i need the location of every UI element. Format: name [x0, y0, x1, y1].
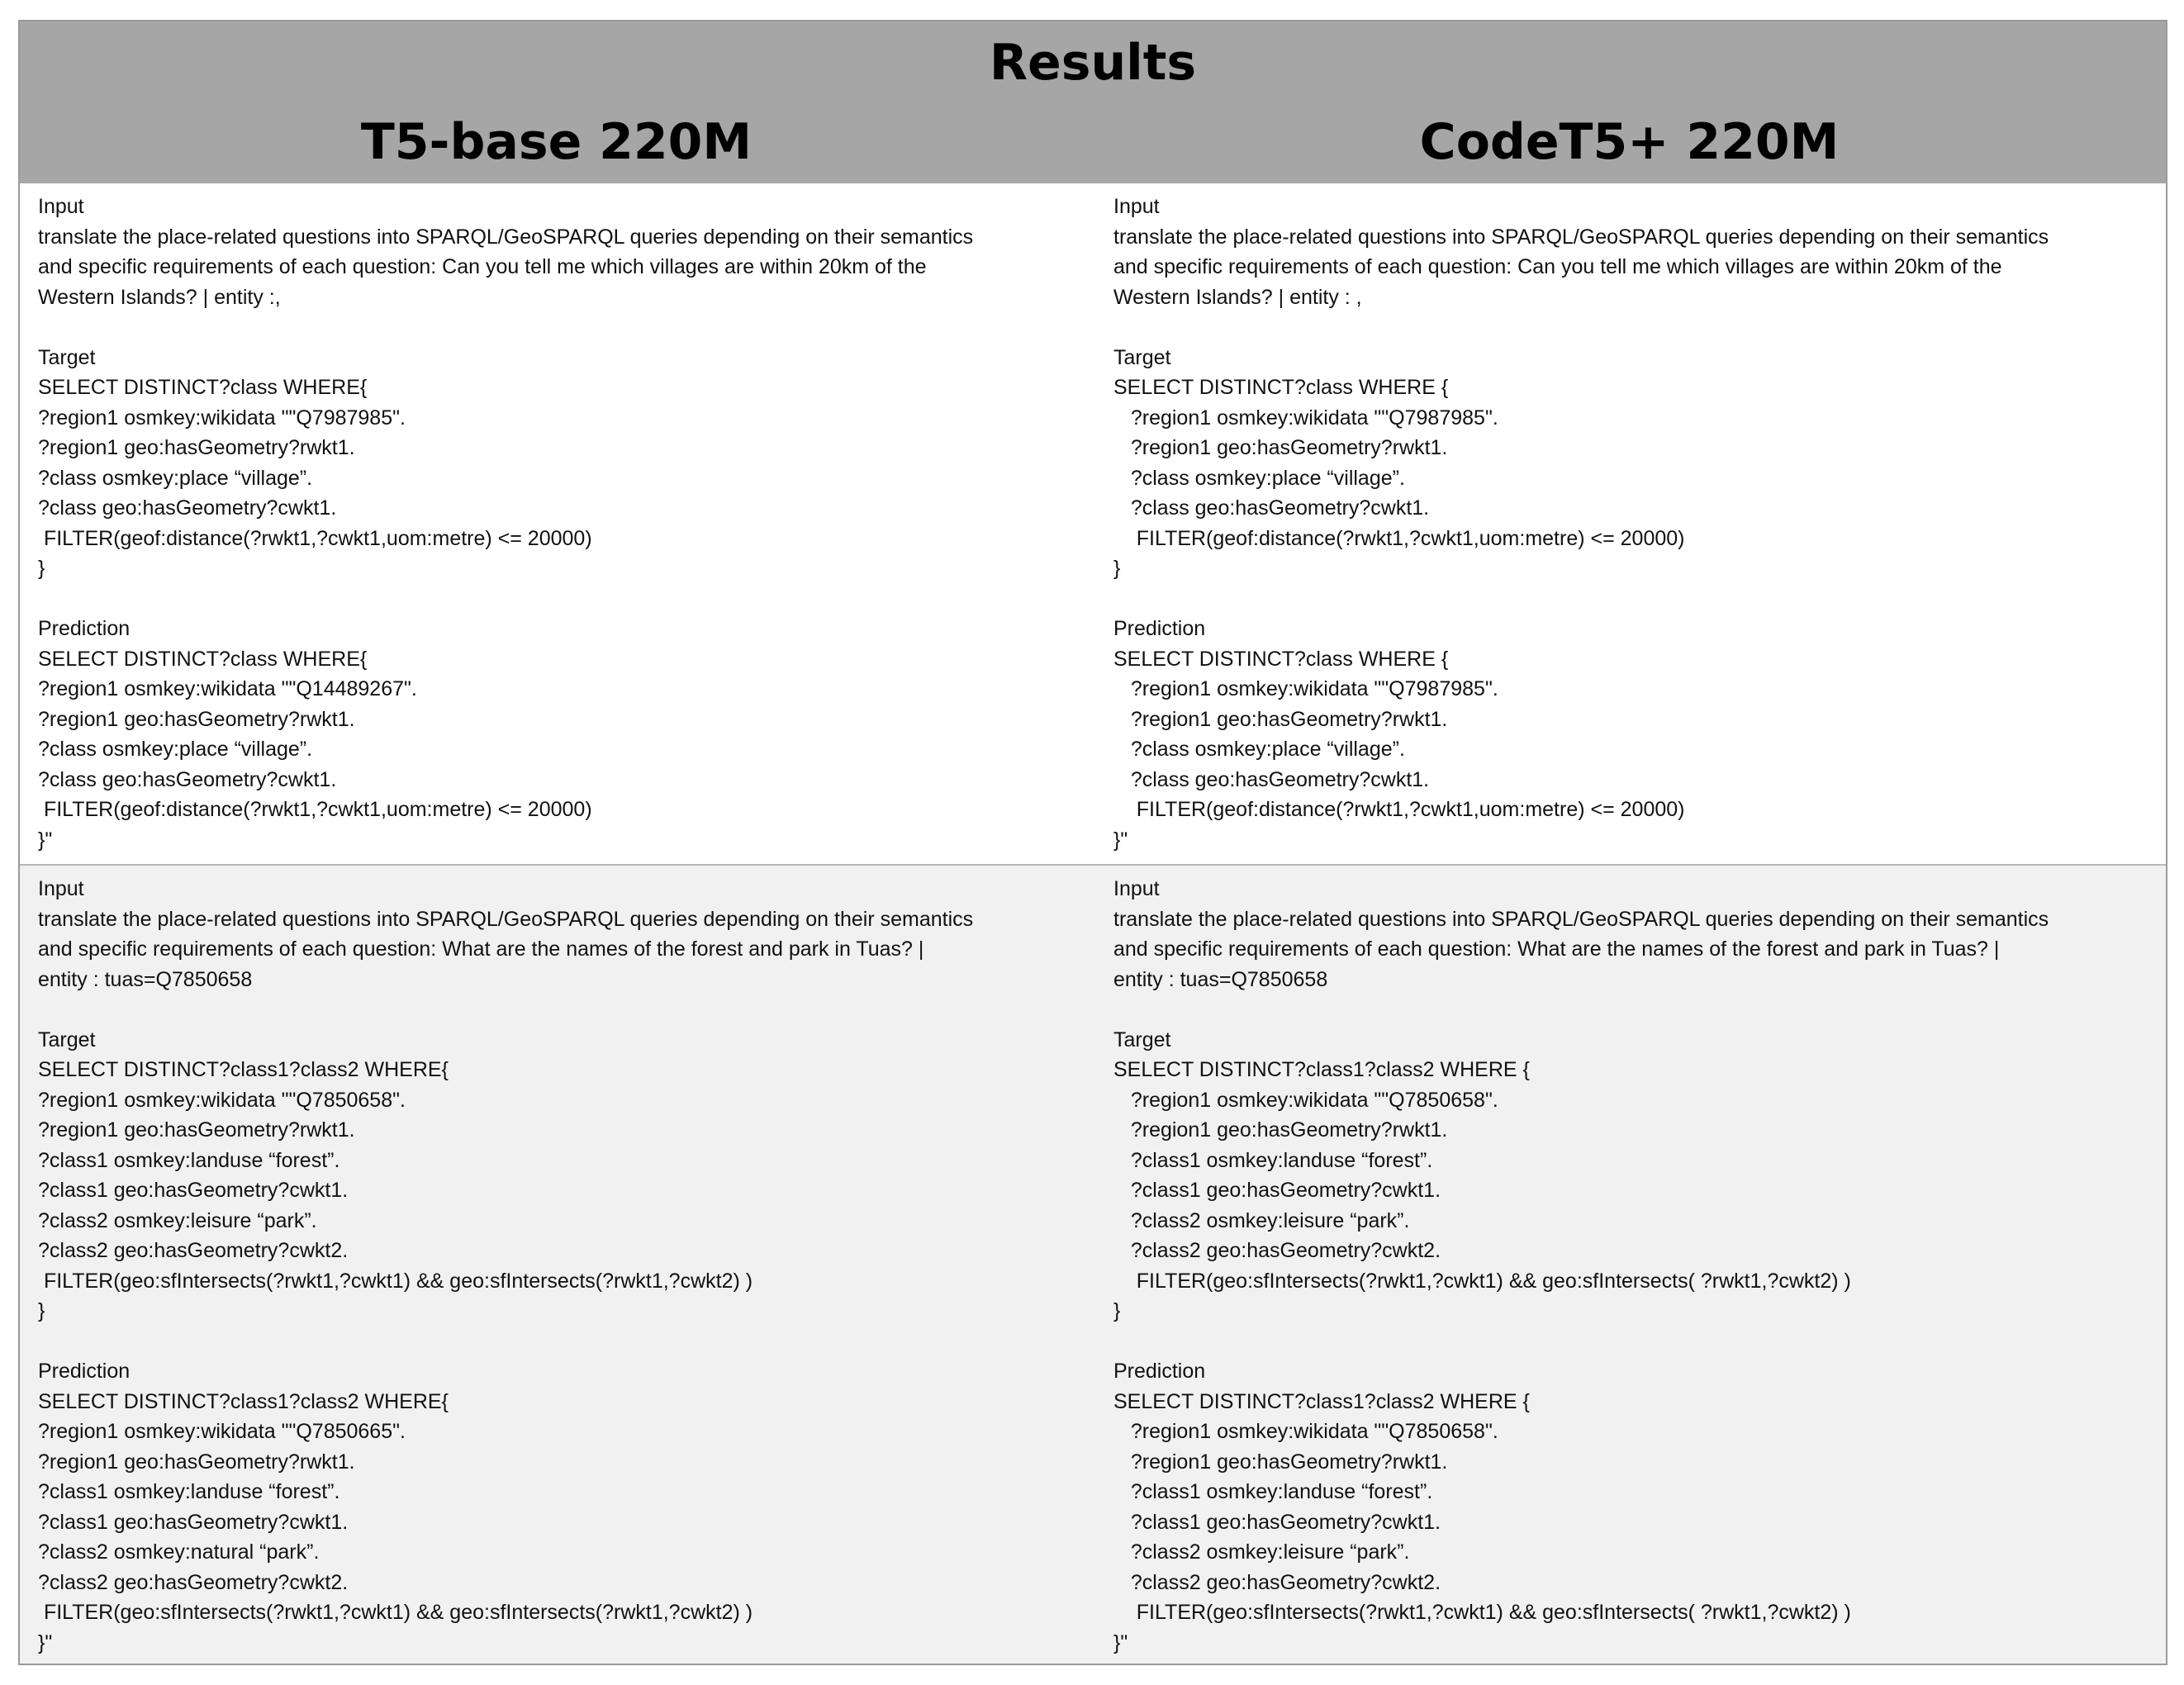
- prediction-line: }": [1113, 1630, 1128, 1654]
- target-line: ?region1 geo:hasGeometry?rwkt1.: [1113, 1118, 1448, 1142]
- input-line: and specific requirements of each question: Can you tell me which villages are within 20km of the: [38, 255, 927, 278]
- target-line: ?region1 geo:hasGeometry?rwkt1.: [38, 436, 355, 459]
- section-gap: [1113, 312, 2179, 343]
- target-label: Target: [1113, 345, 1171, 369]
- table-cell-codet5plus: [1113, 192, 2179, 855]
- prediction-line: ?region1 geo:hasGeometry?rwkt1.: [1113, 707, 1448, 731]
- results-title: Results: [989, 34, 1197, 92]
- target-line: ?class2 geo:hasGeometry?cwkt2.: [1113, 1239, 1441, 1262]
- input-line: and specific requirements of each question: What are the names of the forest and park in Tuas? |: [1113, 937, 2000, 961]
- prediction-label: Prediction: [38, 1360, 131, 1383]
- input-line: entity : tuas=Q7850658: [38, 967, 253, 991]
- target-line: ?region1 osmkey:wikidata ""Q7850658".: [38, 1088, 406, 1112]
- prediction-line: ?class geo:hasGeometry?cwkt1.: [38, 767, 337, 791]
- input-line: translate the place-related questions into SPARQL/GeoSPARQL queries depending on their semantics: [38, 907, 974, 931]
- column-title-t5-base: T5-base 220M: [360, 113, 753, 171]
- section-gap: [1113, 994, 2179, 1025]
- prediction-line: ?region1 geo:hasGeometry?rwkt1.: [38, 1450, 355, 1474]
- table-cell-t5-base: [38, 874, 1104, 1658]
- target-line: ?class osmkey:place “village”.: [1113, 466, 1405, 490]
- prediction-line: ?class1 osmkey:landuse “forest”.: [38, 1480, 340, 1503]
- target-line: FILTER(geof:distance(?rwkt1,?cwkt1,uom:metre) <= 20000): [38, 526, 592, 550]
- prediction-line: ?class osmkey:place “village”.: [38, 738, 313, 761]
- target-label: Target: [38, 345, 96, 369]
- input-line: and specific requirements of each question: What are the names of the forest and park in Tuas? |: [38, 937, 924, 961]
- target-line: FILTER(geo:sfIntersects(?rwkt1,?cwkt1) && geo:sfIntersects( ?rwkt1,?cwkt2) ): [1113, 1269, 1851, 1293]
- target-line: SELECT DISTINCT?class1?class2 WHERE{: [38, 1058, 449, 1081]
- input-label: Input: [38, 195, 84, 218]
- prediction-line: ?region1 osmkey:wikidata ""Q7850665".: [38, 1420, 406, 1443]
- target-line: }: [1113, 557, 1121, 580]
- prediction-line: FILTER(geof:distance(?rwkt1,?cwkt1,uom:metre) <= 20000): [1113, 798, 1685, 821]
- prediction-line: FILTER(geof:distance(?rwkt1,?cwkt1,uom:metre) <= 20000): [38, 798, 592, 821]
- target-line: ?class1 geo:hasGeometry?cwkt1.: [38, 1179, 349, 1202]
- target-line: FILTER(geof:distance(?rwkt1,?cwkt1,uom:metre) <= 20000): [1113, 526, 1685, 550]
- input-label: Input: [1113, 195, 1160, 218]
- column-title-codet5plus: CodeT5+ 220M: [1419, 113, 1840, 171]
- prediction-line: ?region1 osmkey:wikidata ""Q7987985".: [1113, 677, 1498, 700]
- table-cell-t5-base: [38, 192, 1104, 855]
- section-gap: [38, 312, 1104, 343]
- input-line: translate the place-related questions into SPARQL/GeoSPARQL queries depending on their semantics: [38, 225, 974, 249]
- table-row: [20, 864, 2166, 1664]
- target-line: }: [38, 1299, 45, 1322]
- target-line: }: [38, 557, 45, 580]
- results-table: [18, 20, 2167, 1665]
- input-line: Western Islands? | entity :,: [38, 285, 281, 309]
- target-line: ?class1 osmkey:landuse “forest”.: [38, 1148, 340, 1172]
- prediction-label: Prediction: [1113, 617, 1206, 640]
- target-line: ?class osmkey:place “village”.: [38, 466, 313, 490]
- target-line: ?region1 osmkey:wikidata ""Q7987985".: [1113, 406, 1498, 430]
- target-line: ?region1 geo:hasGeometry?rwkt1.: [38, 1118, 355, 1142]
- prediction-line: ?class osmkey:place “village”.: [1113, 738, 1405, 761]
- table-row: [20, 183, 2166, 864]
- prediction-line: SELECT DISTINCT?class WHERE {: [1113, 647, 1449, 671]
- target-line: ?class geo:hasGeometry?cwkt1.: [38, 496, 337, 520]
- section-gap: [1113, 1327, 2179, 1357]
- section-gap: [38, 1327, 1104, 1357]
- prediction-line: }": [1113, 828, 1128, 852]
- prediction-line: ?region1 osmkey:wikidata ""Q7850658".: [1113, 1420, 1498, 1443]
- target-line: ?region1 geo:hasGeometry?rwkt1.: [1113, 436, 1448, 459]
- prediction-line: SELECT DISTINCT?class1?class2 WHERE{: [38, 1389, 449, 1413]
- target-line: ?class1 osmkey:landuse “forest”.: [1113, 1148, 1433, 1172]
- target-line: ?class1 geo:hasGeometry?cwkt1.: [1113, 1179, 1441, 1202]
- prediction-line: ?region1 geo:hasGeometry?rwkt1.: [38, 707, 355, 731]
- prediction-line: }": [38, 828, 53, 852]
- prediction-line: FILTER(geo:sfIntersects(?rwkt1,?cwkt1) && geo:sfIntersects(?rwkt1,?cwkt2) ): [38, 1601, 753, 1624]
- target-line: ?class2 osmkey:leisure “park”.: [1113, 1208, 1410, 1232]
- input-line: entity : tuas=Q7850658: [1113, 967, 1328, 991]
- target-line: SELECT DISTINCT?class WHERE {: [1113, 376, 1449, 399]
- prediction-line: FILTER(geo:sfIntersects(?rwkt1,?cwkt1) && geo:sfIntersects( ?rwkt1,?cwkt2) ): [1113, 1601, 1851, 1624]
- prediction-line: ?class2 osmkey:natural “park”.: [38, 1540, 320, 1564]
- target-line: ?region1 osmkey:wikidata ""Q7850658".: [1113, 1088, 1498, 1112]
- prediction-line: ?class1 geo:hasGeometry?cwkt1.: [38, 1510, 349, 1534]
- target-line: SELECT DISTINCT?class1?class2 WHERE {: [1113, 1058, 1530, 1081]
- target-label: Target: [1113, 1028, 1171, 1051]
- target-line: ?region1 osmkey:wikidata ""Q7987985".: [38, 406, 406, 430]
- prediction-line: ?class1 geo:hasGeometry?cwkt1.: [1113, 1510, 1441, 1534]
- section-gap: [38, 584, 1104, 615]
- input-line: translate the place-related questions into SPARQL/GeoSPARQL queries depending on their semantics: [1113, 225, 2049, 249]
- prediction-line: ?class1 osmkey:landuse “forest”.: [1113, 1480, 1433, 1503]
- prediction-line: }": [38, 1630, 53, 1654]
- target-line: SELECT DISTINCT?class WHERE{: [38, 376, 368, 399]
- prediction-line: ?class2 geo:hasGeometry?cwkt2.: [38, 1570, 349, 1594]
- target-line: }: [1113, 1299, 1121, 1322]
- target-label: Target: [38, 1028, 96, 1051]
- input-line: and specific requirements of each question: Can you tell me which villages are within 20km of the: [1113, 255, 2002, 278]
- target-line: ?class2 geo:hasGeometry?cwkt2.: [38, 1239, 349, 1262]
- input-label: Input: [38, 877, 84, 900]
- section-gap: [1113, 584, 2179, 615]
- prediction-line: ?class geo:hasGeometry?cwkt1.: [1113, 767, 1430, 791]
- prediction-line: SELECT DISTINCT?class1?class2 WHERE {: [1113, 1389, 1530, 1413]
- prediction-label: Prediction: [38, 617, 131, 640]
- input-label: Input: [1113, 877, 1160, 900]
- prediction-line: ?region1 geo:hasGeometry?rwkt1.: [1113, 1450, 1448, 1474]
- prediction-line: ?region1 osmkey:wikidata ""Q14489267".: [38, 677, 417, 700]
- prediction-line: SELECT DISTINCT?class WHERE{: [38, 647, 368, 671]
- target-line: FILTER(geo:sfIntersects(?rwkt1,?cwkt1) && geo:sfIntersects(?rwkt1,?cwkt2) ): [38, 1269, 753, 1293]
- section-gap: [38, 994, 1104, 1025]
- prediction-line: ?class2 geo:hasGeometry?cwkt2.: [1113, 1570, 1441, 1594]
- table-cell-codet5plus: [1113, 874, 2179, 1658]
- target-line: ?class2 osmkey:leisure “park”.: [38, 1208, 317, 1232]
- input-line: translate the place-related questions into SPARQL/GeoSPARQL queries depending on their semantics: [1113, 907, 2049, 931]
- prediction-label: Prediction: [1113, 1360, 1206, 1383]
- input-line: Western Islands? | entity : ,: [1113, 285, 1362, 309]
- table-header: [20, 21, 2166, 183]
- target-line: ?class geo:hasGeometry?cwkt1.: [1113, 496, 1430, 520]
- prediction-line: ?class2 osmkey:leisure “park”.: [1113, 1540, 1410, 1564]
